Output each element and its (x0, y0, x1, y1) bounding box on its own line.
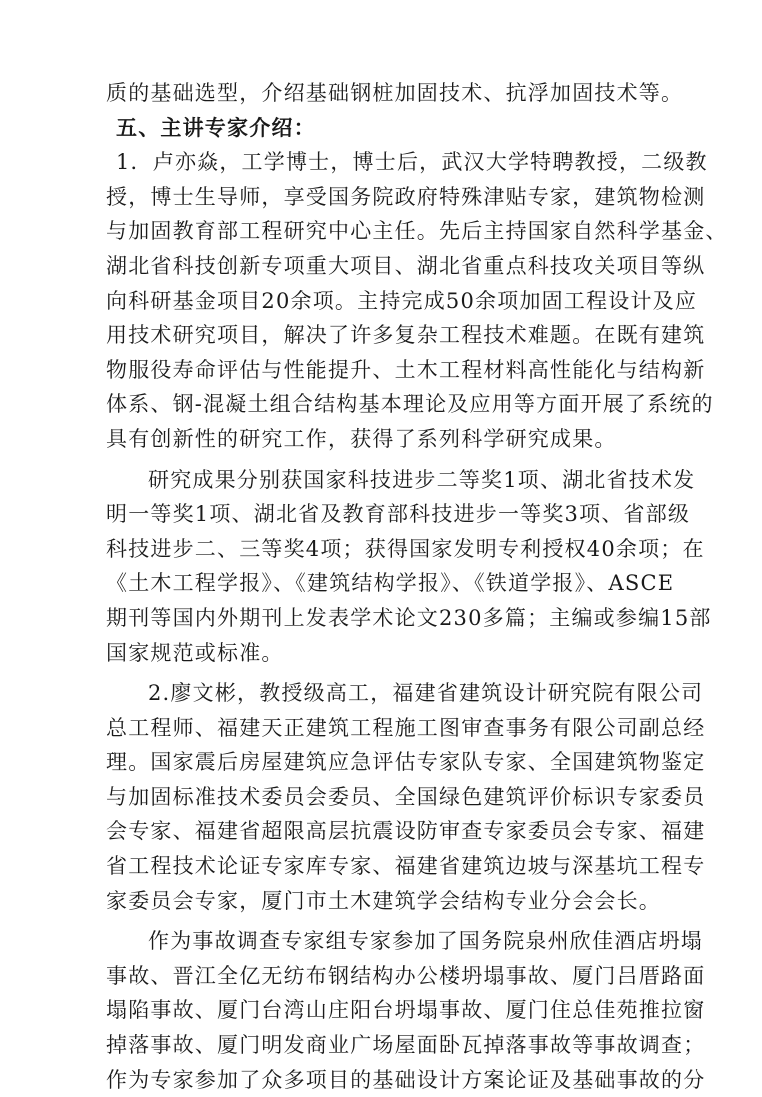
text-line: 物服役寿命评估与性能提升、土木工程材料高性能化与结构新 (106, 357, 706, 382)
text-line: 《土木工程学报》、《建筑结构学报》、《铁道学报》、ASCE (106, 571, 675, 596)
text-line: 与加固标准技术委员会委员、全国绿色建筑评价标识专家委员 (106, 784, 706, 809)
text-line: 向科研基金项目20余项。主持完成50余项加固工程设计及应 (106, 288, 698, 313)
section-heading: 五、主讲专家介绍： (116, 114, 316, 140)
text-line: 国家规范或标准。 (106, 640, 284, 665)
text-line: 塌陷事故、厦门台湾山庄阳台坍塌事故、厦门住总佳苑推拉窗 (106, 998, 706, 1023)
text-line: 总工程师、福建天正建筑工程施工图审查事务有限公司副总经 (106, 715, 706, 740)
text-line: 明一等奖1项、湖北省及教育部科技进步一等奖3项、省部级 (106, 502, 691, 527)
text-line: 湖北省科技创新专项重大项目、湖北省重点科技攻关项目等纵 (106, 253, 706, 278)
text-line: 掉落事故、厦门明发商业广场屋面卧瓦掉落事故等事故调查； (106, 1033, 706, 1058)
text-line: 事故、晋江全亿无纺布钢结构办公楼坍塌事故、厦门吕厝路面 (106, 963, 706, 988)
text-line: 科技进步二、三等奖4项；获得国家发明专利授权40余项；在 (106, 536, 705, 561)
text-line: 授，博士生导师，享受国务院政府特殊津贴专家，建筑物检测 (106, 184, 706, 209)
text-line: 体系、钢-混凝土组合结构基本理论及应用等方面开展了系统的 (106, 392, 714, 417)
expert-2-intro: 2.廖文彬，教授级高工，福建省建筑设计研究院有限公司 (148, 681, 704, 706)
text-line: 具有创新性的研究工作，获得了系列科学研究成果。 (106, 426, 617, 451)
text-line: 质的基础选型，介绍基础钢桩加固技术、抗浮加固技术等。 (106, 81, 684, 105)
text-line: 期刊等国内外期刊上发表学术论文230多篇；主编或参编15部 (106, 605, 712, 630)
text-line: 作为专家参加了众多项目的基础设计方案论证及基础事故的分 (106, 1067, 706, 1092)
paragraph-start: 作为事故调查专家组专家参加了国务院泉州欣佳酒店坍塌 (148, 929, 703, 954)
text-line: 理。国家震后房屋建筑应急评估专家队专家、全国建筑物鉴定 (106, 750, 706, 775)
text-line: 会专家、福建省超限高层抗震设防审查专家委员会专家、福建 (106, 819, 706, 844)
expert-1-intro: 1．卢亦焱，工学博士，博士后，武汉大学特聘教授，二级教 (116, 150, 708, 175)
text-line: 省工程技术论证专家库专家、福建省建筑边坡与深基坑工程专 (106, 854, 706, 879)
paragraph-start: 研究成果分别获国家科技进步二等奖1项、湖北省技术发 (148, 467, 696, 492)
text-line: 与加固教育部工程研究中心主任。先后主持国家自然科学基金、 (106, 219, 728, 244)
text-line: 用技术研究项目，解决了许多复杂工程技术难题。在既有建筑 (106, 323, 706, 348)
text-line: 家委员会专家，厦门市土木建筑学会结构专业分会会长。 (106, 888, 661, 913)
